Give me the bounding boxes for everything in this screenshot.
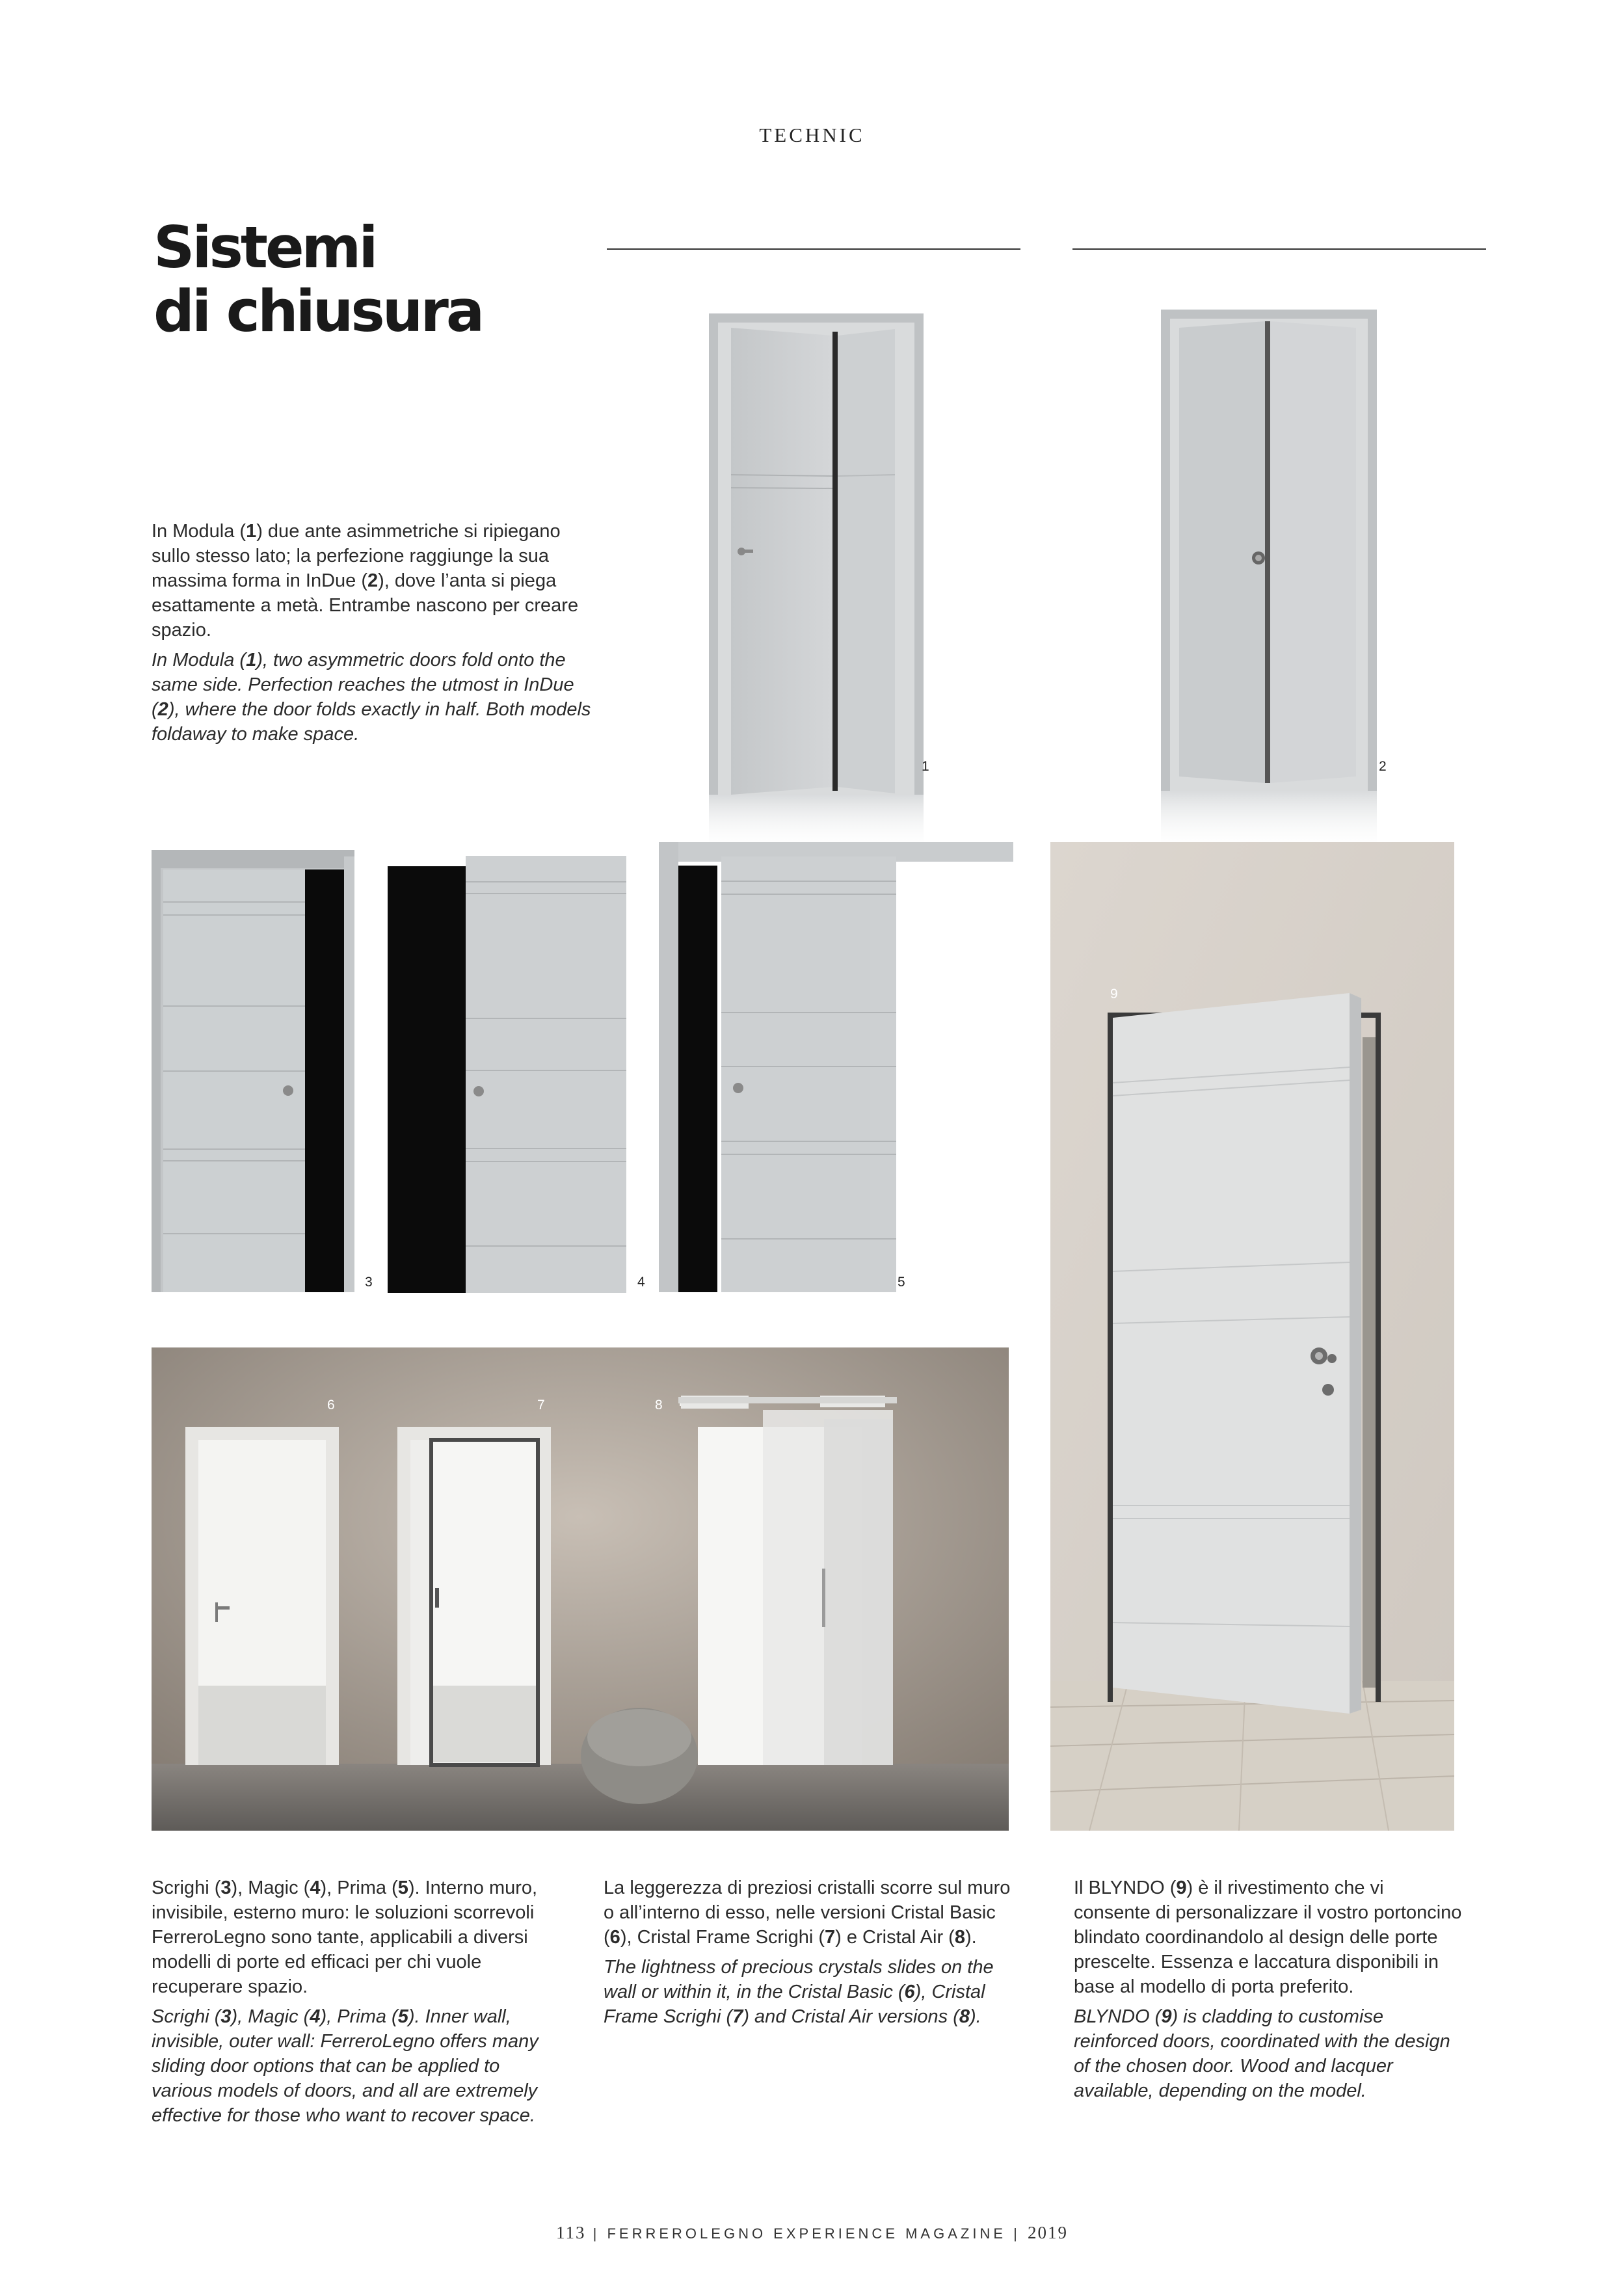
page-number: 113	[556, 2223, 586, 2242]
caption-sliding-italian: Scrighi (3), Magic (4), Prima (5). Interno muro, invisibile, esterno muro: le soluzioni scorrevoli FerreroLegno sono tante, applicabili a diversi modelli di porte ed efficaci per chi vuole recuperare spazio.	[152, 1877, 538, 1997]
figure-number-5: 5	[898, 1275, 905, 1290]
rule-1	[607, 248, 1020, 250]
photo-modula-door	[702, 306, 930, 852]
page-title	[153, 216, 609, 343]
photo-prima-door	[659, 842, 1013, 1292]
caption-blyndo	[1074, 1876, 1464, 2108]
caption-blyndo-italian: Il BLYNDO (9) è il rivestimento che vi consente di personalizzare il vostro portoncino blindato coordinandolo al design delle porte prescelte. Essenza e laccatura disponibili in base al modello di porta preferito.	[1074, 1877, 1462, 1997]
figure-number-6: 6	[327, 1398, 335, 1413]
caption-sliding-english: Scrighi (3), Magic (4), Prima (5). Inner wall, invisible, outer wall: FerreroLegno offers many sliding door options that can be applied to various models of doors, and all are extremely effective for those who want to recover space.	[152, 2006, 539, 2126]
magazine-name: FERREROLEGNO EXPERIENCE MAGAZINE	[607, 2225, 1007, 2242]
section-label: TECHNIC	[759, 124, 865, 146]
caption-crystal	[604, 1876, 1020, 2034]
photo-indue-door	[1161, 306, 1389, 852]
intro-text	[152, 519, 594, 752]
figure-number-1: 1	[922, 759, 929, 774]
caption-sliding	[152, 1876, 561, 2133]
figure-number-8: 8	[655, 1398, 663, 1413]
caption-crystal-english: The lightness of precious crystals slides on the wall or within it, in the Cristal Basic (6), Cristal Frame Scrighi (7) and Cristal Air versions (8).	[604, 1957, 994, 2027]
caption-blyndo-english: BLYNDO (9) is cladding to customise reinforced doors, coordinated with the design of the chosen door. Wood and lacquer available, depending on the model.	[1074, 2006, 1450, 2101]
page-footer: 113 | FERREROLEGNO EXPERIENCE MAGAZINE | 2019	[556, 2223, 1068, 2242]
photo-scrighi-door	[152, 850, 354, 1292]
title-line-2: di chiusura	[153, 278, 483, 345]
title-line-1: Sistemi	[153, 214, 376, 281]
figure-number-4: 4	[637, 1275, 645, 1290]
figure-number-3: 3	[365, 1275, 373, 1290]
footer-year: 2019	[1027, 2223, 1068, 2242]
rule-2	[1072, 248, 1486, 250]
photo-magic-door	[388, 856, 626, 1293]
figure-number-7: 7	[537, 1398, 545, 1413]
photo-cristal-doors	[152, 1347, 1009, 1831]
intro-english: In Modula (1), two asymmetric doors fold onto the same side. Perfection reaches the utmost in InDue (2), where the door folds exactly in half. Both models foldaway to make space.	[152, 650, 591, 745]
figure-number-2: 2	[1379, 759, 1387, 774]
figure-number-9: 9	[1110, 987, 1118, 1002]
caption-crystal-italian: La leggerezza di preziosi cristalli scorre sul muro o all’interno di esso, nelle versioni Cristal Basic (6), Cristal Frame Scrighi (7) e Cristal Air (8).	[604, 1877, 1011, 1948]
intro-italian: In Modula (1) due ante asimmetriche si ripiegano sullo stesso lato; la perfezione raggiunge la sua massima forma in InDue (2), dove l’anta si piega esattamente a metà. Entrambe nascono per creare spazio.	[152, 521, 579, 641]
